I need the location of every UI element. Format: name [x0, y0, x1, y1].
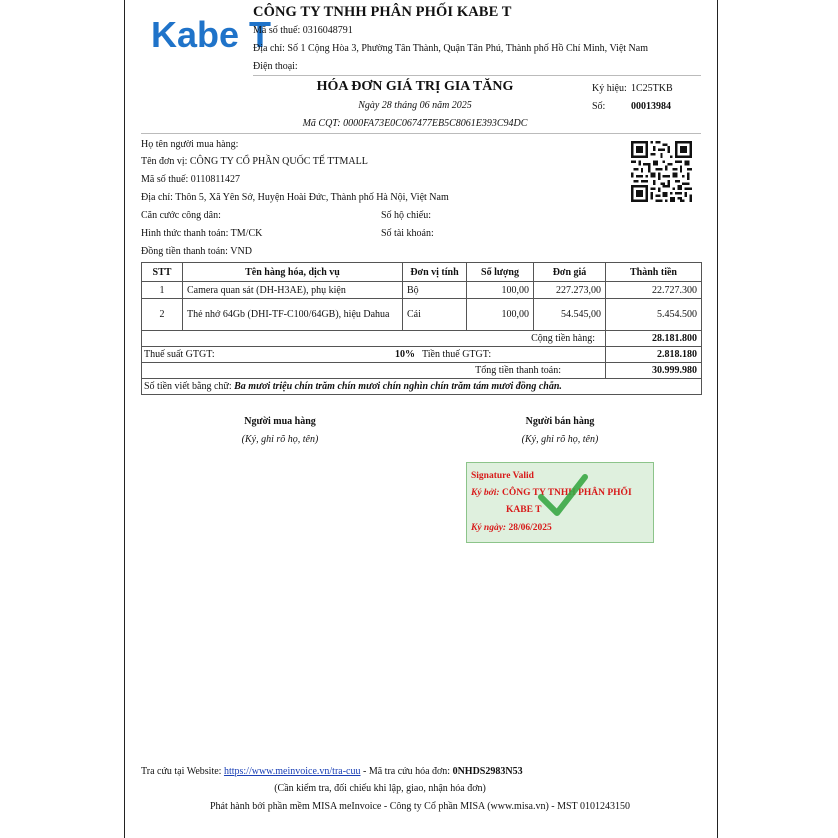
row-price: 54.545,00 [534, 299, 606, 331]
items-table [141, 262, 702, 395]
total-row [142, 363, 702, 379]
col-header-amount: Thành tiền [606, 263, 702, 282]
signed-by-value: CÔNG TY TNHH PHÂN PHỐI [501, 488, 632, 498]
col-header-price: Đơn giá [534, 263, 606, 282]
checkmark-icon [539, 473, 587, 517]
words-label: Số tiền viết bằng chữ: [144, 381, 232, 392]
lookup-code-label: - Mã tra cứu hóa đơn: [363, 766, 451, 777]
vat-cell [142, 347, 606, 363]
total-value: 30.999.980 [606, 363, 702, 379]
seller-signature-title: Người bán hàng [525, 416, 595, 427]
row-quantity: 100,00 [467, 282, 534, 299]
number-label: Số: [592, 101, 606, 112]
symbol-value: 1C25TKB [631, 83, 673, 94]
invoice-title: HÓA ĐƠN GIÁ TRỊ GIA TĂNG [316, 79, 514, 94]
table-row [142, 299, 702, 331]
table-header-row [142, 263, 702, 282]
col-header-stt: STT [142, 263, 183, 282]
buyer-signature-note: (Ký, ghi rõ họ, tên) [241, 434, 319, 445]
row-stt: 1 [142, 282, 183, 299]
buyer-signature-title: Người mua hàng [244, 416, 316, 427]
signed-date-line [471, 523, 552, 533]
buyer-id-card: Căn cước công dân: [141, 210, 221, 221]
buyer-account: Số tài khoản: [381, 228, 434, 239]
row-item-name: Thẻ nhớ 64Gb (DHI-TF-C100/64GB), hiệu Dahua [183, 299, 403, 331]
row-item-name: Camera quan sát (DH-H3AE), phụ kiện [183, 282, 403, 299]
lookup-url-link[interactable]: https://www.meinvoice.vn/tra-cuu [223, 766, 361, 777]
subtotal-label: Cộng tiền hàng: [142, 331, 606, 347]
vat-amount-value: 2.818.180 [606, 347, 702, 363]
vat-rate-value: 10% [395, 349, 415, 360]
invoice-date: Ngày 28 tháng 06 năm 2025 [358, 100, 472, 111]
row-stt: 2 [142, 299, 183, 331]
col-header-quantity: Số lượng [467, 263, 534, 282]
vat-amount-label: Tiền thuế GTGT: [422, 349, 492, 360]
lookup-code-value: 0NHDS2983N53 [452, 766, 523, 777]
digital-signature-box [466, 462, 654, 543]
row-unit: Cái [403, 299, 467, 331]
table-row [142, 282, 702, 299]
buyer-unit-name: Tên đơn vị: CÔNG TY CỔ PHẦN QUỐC TẾ TTMALL [141, 156, 368, 167]
buyer-tax-code: Mã số thuế: 0110811427 [141, 174, 240, 185]
vat-rate-label: Thuế suất GTGT: [144, 349, 215, 360]
seller-tax-code: Mã số thuế: 0316048791 [253, 25, 353, 36]
payment-method: Hình thức thanh toán: TM/CK [141, 228, 263, 239]
buyer-address: Địa chỉ: Thôn 5, Xã Yên Sở, Huyện Hoài Đức, Thành phố Hà Nội, Việt Nam [141, 192, 449, 203]
lookup-prefix: Tra cứu tại Website: [141, 766, 222, 777]
seller-company-name: CÔNG TY TNHH PHÂN PHỐI KABE T [253, 4, 512, 20]
vat-row [142, 347, 702, 363]
amount-in-words-row [142, 379, 702, 395]
subtotal-value: 28.181.800 [606, 331, 702, 347]
amount-in-words-cell [142, 379, 702, 395]
signed-by-label: Ký bởi: [471, 488, 500, 498]
invoice-number: 00013984 [631, 101, 671, 112]
subtotal-row [142, 331, 702, 347]
kabe-t-logo [151, 10, 272, 60]
row-amount: 5.454.500 [606, 299, 702, 331]
signed-by-value-2: KABE T [506, 505, 542, 515]
logo-text: Kabe T [151, 14, 272, 55]
seller-signature-note: (Ký, ghi rõ họ, tên) [521, 434, 599, 445]
footer-publisher: Phát hành bởi phần mềm MISA meInvoice - Công ty Cổ phần MISA (www.misa.vn) - MST 0101243150 [210, 801, 630, 812]
col-header-name: Tên hàng hóa, dịch vụ [183, 263, 403, 282]
seller-phone: Điện thoại: [253, 61, 298, 72]
col-header-unit: Đơn vị tính [403, 263, 467, 282]
row-quantity: 100,00 [467, 299, 534, 331]
buyer-name-label: Họ tên người mua hàng: [141, 139, 239, 150]
seller-address: Địa chỉ: Số 1 Cộng Hòa 3, Phường Tân Thành, Quận Tân Phú, Thành phố Hồ Chí Minh, Việt Nam [253, 43, 648, 54]
row-amount: 22.727.300 [606, 282, 702, 299]
qr-code [631, 141, 692, 202]
invoice-cqt-code: Mã CQT: 0000FA73E0C067477EB5C8061E393C94DC [302, 118, 528, 129]
signed-date-label: Ký ngày: [471, 523, 507, 533]
row-price: 227.273,00 [534, 282, 606, 299]
buyer-passport: Số hộ chiếu: [381, 210, 431, 221]
footer-note: (Cần kiểm tra, đối chiếu khi lập, giao, nhận hóa đơn) [274, 783, 486, 794]
symbol-label: Ký hiệu: [592, 83, 627, 94]
total-label: Tổng tiền thanh toán: [142, 363, 606, 379]
currency: Đồng tiền thanh toán: VND [141, 246, 252, 257]
row-unit: Bộ [403, 282, 467, 299]
signature-valid-label: Signature Valid [471, 471, 534, 481]
title-divider [141, 133, 701, 134]
header-divider [253, 75, 701, 76]
signed-date-value: 28/06/2025 [508, 523, 552, 533]
words-value: Ba mươi triệu chín trăm chín mươi chín nghìn chín trăm tám mươi đồng chẵn. [234, 381, 562, 392]
lookup-line [141, 766, 523, 777]
